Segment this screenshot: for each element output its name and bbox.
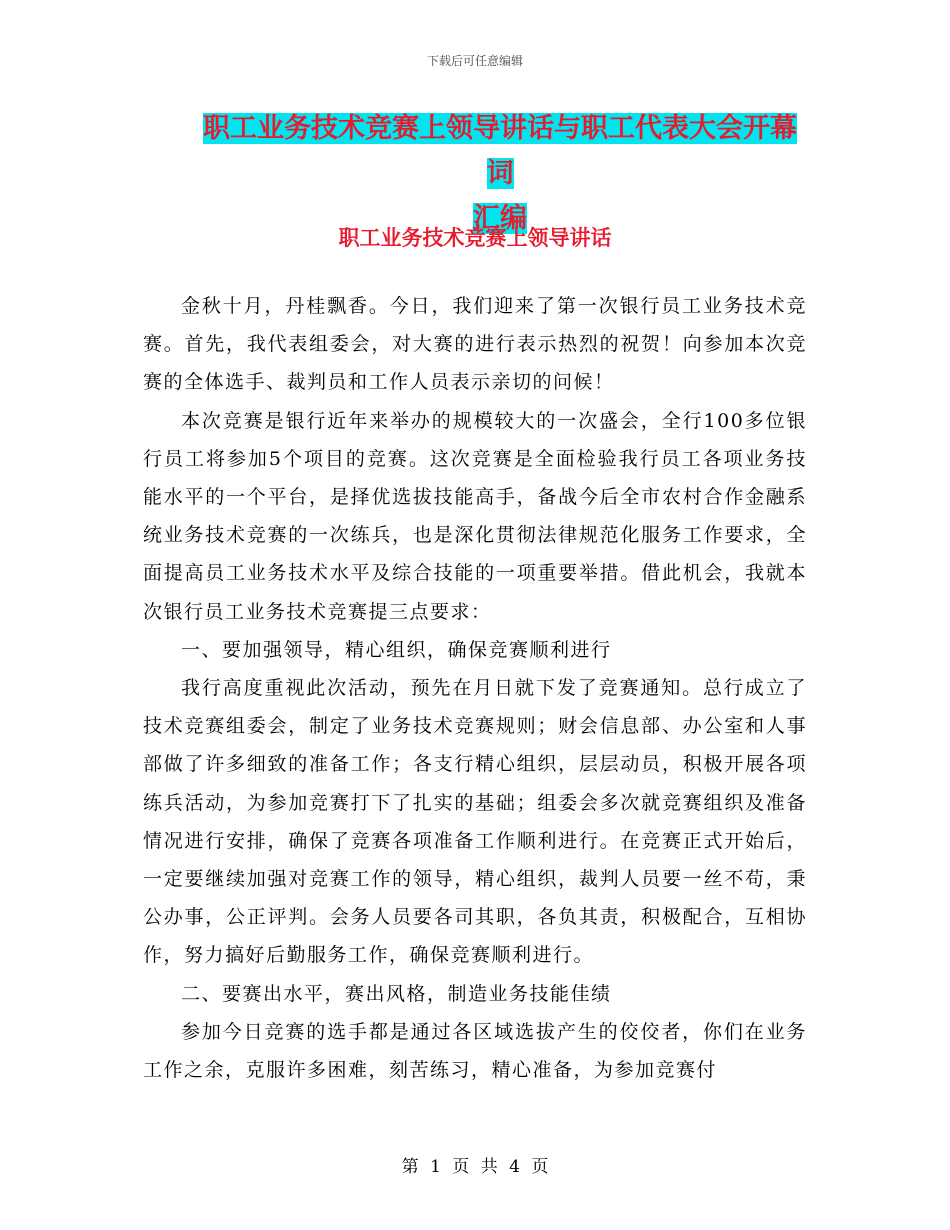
document-body: [143, 287, 807, 1089]
paragraph: 参加今日竞赛的选手都是通过各区域选拔产生的佼佼者，你们在业务工作之余，克服许多困难，刻苦练习，精心准备，为参加竞赛付: [143, 1020, 807, 1082]
page-number: 第 1 页 共 4 页: [401, 1157, 549, 1177]
paragraph: 本次竞赛是银行近年来举办的规模较大的一次盛会，全行100多位银行员工将参加5个项目的竞赛。这次竞赛是全面检验我行员工各项业务技能水平的一个平台，是择优选拔技能高手，备战今后全市农村合作金融系统业务技术竞赛的一次练兵，也是深化贯彻法律规范化服务工作要求，全面提高员工业务技术水平及综合技能的一项重要举措。借此机会，我就本次银行员工业务技术竞赛提三点要求：: [143, 409, 807, 623]
paragraph: 我行高度重视此次活动，预先在月日就下发了竞赛通知。总行成立了技术竞赛组委会，制定了业务技术竞赛规则；财会信息部、办公室和人事部做了许多细致的准备工作；各支行精心组织，层层动员，积极开展各项练兵活动，为参加竞赛打下了扎实的基础；组委会多次就竞赛组织及准备情况进行安排，确保了竞赛各项准备工作顺利进行。在竞赛正式开始后，一定要继续加强对竞赛工作的领导，精心组织，裁判人员要一丝不苟，秉公办事，公正评判。会务人员要各司其职，各负其责，积极配合，互相协作，努力搞好后勤服务工作，确保竞赛顺利进行。: [143, 677, 807, 967]
document-title: [190, 106, 810, 241]
section-title: 职工业务技术竞赛上领导讲话: [338, 225, 612, 250]
document-title-line1: 职工业务技术竞赛上领导讲话与职工代表大会开幕词: [203, 113, 797, 189]
paragraph: 金秋十月，丹桂飘香。今日，我们迎来了第一次银行员工业务技术竞赛。首先，我代表组委会，对大赛的进行表示热烈的祝贺！向参加本次竞赛的全体选手、裁判员和工作人员表示亲切的问候！: [143, 295, 807, 394]
paragraph-heading: 二、要赛出水平，赛出风格，制造业务技能佳绩: [181, 982, 612, 1005]
document-title-line2: 汇编: [473, 203, 527, 234]
header-note: 下载后可任意编辑: [426, 54, 523, 68]
paragraph-heading: 一、要加强领导，精心组织，确保竞赛顺利进行: [181, 638, 612, 661]
